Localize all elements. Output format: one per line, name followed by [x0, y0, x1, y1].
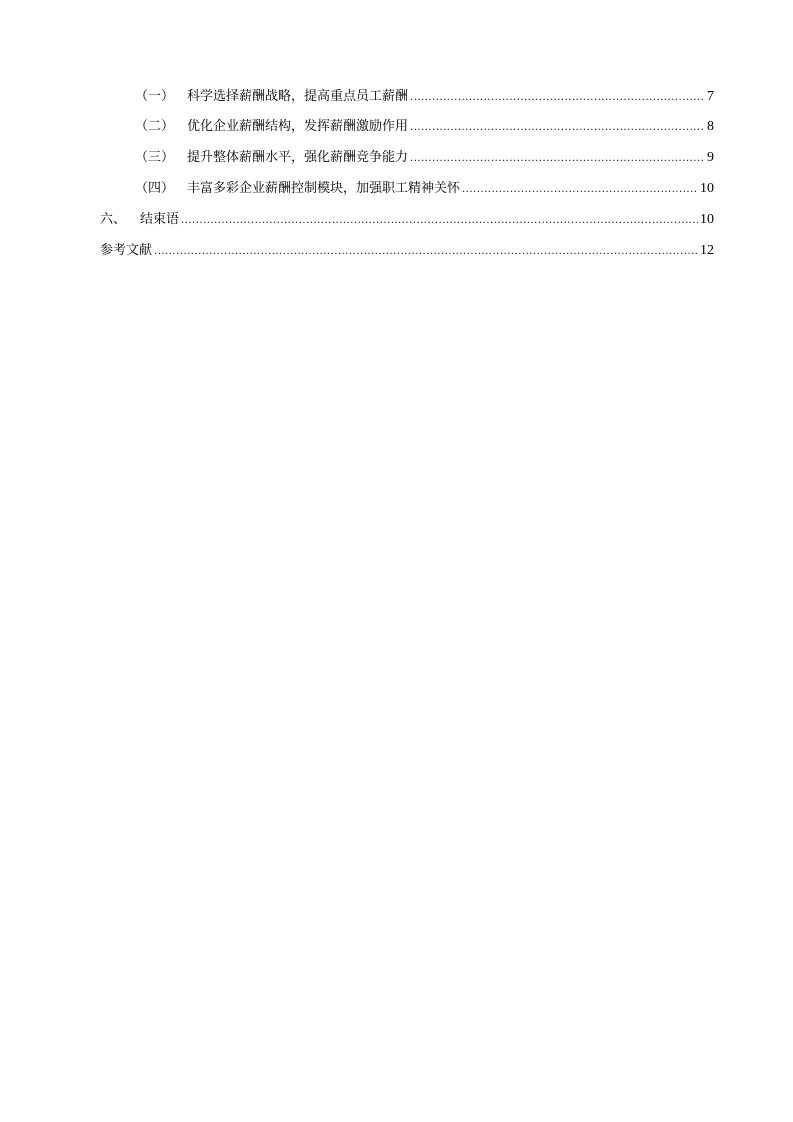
toc-entry-number: （二）	[135, 119, 175, 134]
toc-entry-page: 10	[700, 212, 714, 227]
dot-leader	[410, 148, 705, 170]
toc-entry-page: 10	[700, 181, 714, 196]
dot-leader	[410, 117, 705, 139]
toc-entry-number: （四）	[135, 181, 175, 196]
toc-entry-page: 8	[707, 119, 714, 134]
toc-entry[interactable]	[135, 147, 714, 169]
toc-entry-page: 9	[707, 150, 714, 165]
toc-entry-page: 12	[700, 243, 714, 258]
toc-entry[interactable]	[135, 86, 714, 108]
toc-entry-title: 参考文献	[100, 243, 153, 258]
toc-entry[interactable]	[135, 116, 714, 138]
toc-entry[interactable]	[100, 209, 714, 231]
toc-entry[interactable]	[135, 178, 714, 200]
toc-entry-number: 六、	[100, 212, 127, 227]
toc-entry-title: 优化企业薪酬结构，发挥薪酬激励作用	[187, 119, 409, 134]
toc-entry-title: 丰富多彩企业薪酬控制模块，加强职工精神关怀	[187, 181, 461, 196]
dot-leader	[410, 87, 705, 109]
toc-entry-number: （三）	[135, 150, 175, 165]
toc-entry-title: 科学选择薪酬战略，提高重点员工薪酬	[187, 89, 409, 104]
toc-entry-title: 提升整体薪酬水平，强化薪酬竞争能力	[187, 150, 409, 165]
dot-leader	[181, 210, 698, 232]
toc-entry-title: 结束语	[140, 212, 180, 227]
toc-entry[interactable]	[100, 240, 714, 262]
dot-leader	[154, 241, 698, 263]
toc-entry-page: 7	[707, 89, 714, 104]
dot-leader	[462, 179, 698, 201]
toc-entry-number: （一）	[135, 89, 175, 104]
